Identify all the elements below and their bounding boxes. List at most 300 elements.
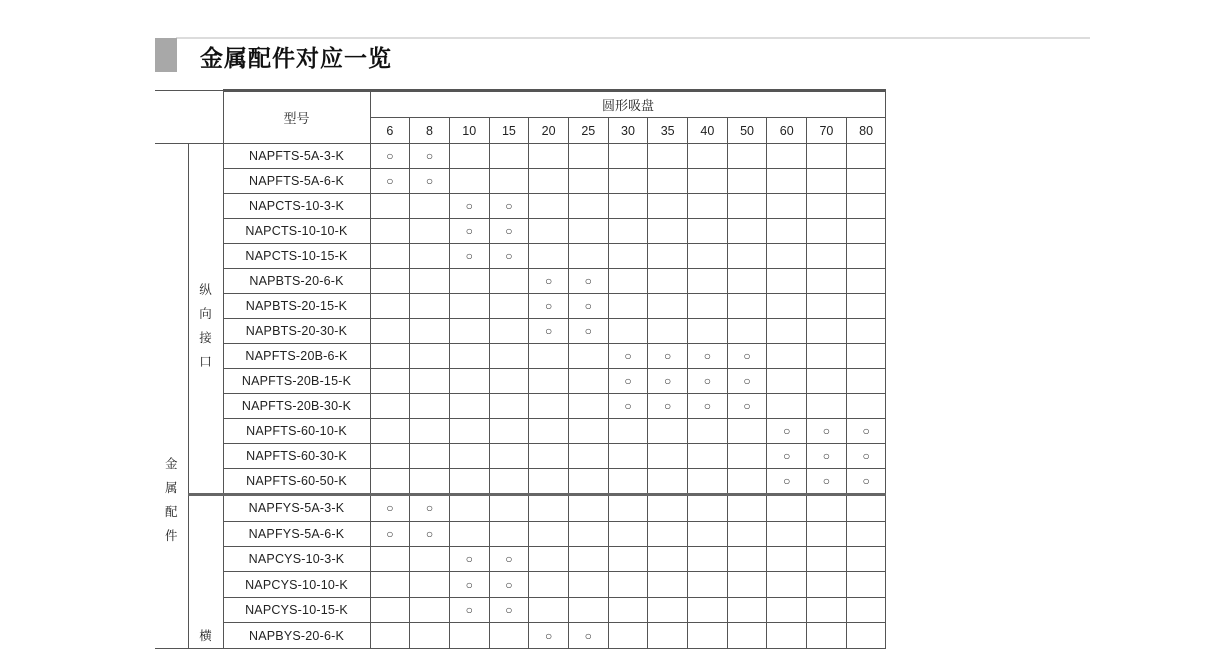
- compat-cell: [489, 597, 529, 622]
- compat-cell: [568, 169, 608, 194]
- compatible-mark: ○: [584, 628, 592, 643]
- compat-cell: [608, 169, 648, 194]
- compat-cell: [370, 394, 410, 419]
- compat-cell: [370, 419, 410, 444]
- compat-cell: [846, 294, 886, 319]
- compat-cell: [370, 144, 410, 169]
- compat-cell: [489, 623, 529, 649]
- compat-cell: [529, 144, 569, 169]
- model-cell: NAPFTS-5A-3-K: [223, 144, 370, 169]
- compat-cell: [727, 144, 767, 169]
- compat-cell: [608, 319, 648, 344]
- compat-cell: [846, 194, 886, 219]
- compatibility-table: [155, 89, 886, 649]
- compat-cell: [648, 294, 688, 319]
- compat-cell: [410, 169, 450, 194]
- compatible-mark: ○: [465, 224, 473, 238]
- compat-cell: [489, 319, 529, 344]
- compat-cell: [767, 244, 807, 269]
- compat-cell: [608, 495, 648, 522]
- compat-cell: [410, 219, 450, 244]
- compat-cell: [727, 319, 767, 344]
- compat-cell: [727, 169, 767, 194]
- compatible-mark: ○: [584, 274, 592, 288]
- compat-cell: [410, 521, 450, 546]
- compatible-mark: ○: [386, 526, 394, 541]
- compatible-mark: ○: [505, 224, 513, 238]
- compat-cell: [410, 469, 450, 495]
- compatible-mark: ○: [783, 449, 791, 463]
- compat-cell: [727, 294, 767, 319]
- compat-cell: [370, 244, 410, 269]
- compat-cell: [370, 572, 410, 597]
- compat-cell: [727, 547, 767, 572]
- compat-cell: [807, 219, 847, 244]
- compat-cell: [688, 194, 728, 219]
- compat-cell: [489, 419, 529, 444]
- compat-cell: [688, 169, 728, 194]
- compat-cell: [489, 144, 529, 169]
- compat-cell: [410, 319, 450, 344]
- compat-cell: [807, 244, 847, 269]
- compat-cell: [410, 194, 450, 219]
- compat-cell: [608, 344, 648, 369]
- compatible-mark: ○: [743, 374, 751, 388]
- compatible-mark: ○: [822, 424, 831, 438]
- compat-cell: [449, 623, 489, 649]
- compat-cell: [688, 319, 728, 344]
- compat-cell: [410, 547, 450, 572]
- compat-cell: [568, 521, 608, 546]
- compat-cell: [529, 244, 569, 269]
- compat-cell: [807, 344, 847, 369]
- model-cell: NAPFYS-5A-3-K: [223, 495, 370, 522]
- compat-cell: [648, 495, 688, 522]
- model-cell: NAPBTS-20-30-K: [223, 319, 370, 344]
- compat-cell: [568, 597, 608, 622]
- compat-cell: [568, 144, 608, 169]
- compat-cell: [568, 419, 608, 444]
- top-divider: [176, 37, 1090, 39]
- compat-cell: [767, 597, 807, 622]
- compat-cell: [568, 369, 608, 394]
- compat-cell: [370, 469, 410, 495]
- compat-cell: [529, 394, 569, 419]
- model-cell: NAPBTS-20-6-K: [223, 269, 370, 294]
- compat-cell: [648, 572, 688, 597]
- subgroup-label: 横: [188, 495, 223, 649]
- compat-cell: [688, 294, 728, 319]
- compat-cell: [767, 219, 807, 244]
- compat-cell: [370, 597, 410, 622]
- compat-cell: [449, 269, 489, 294]
- compat-cell: [807, 194, 847, 219]
- compat-cell: [648, 469, 688, 495]
- compat-cell: [727, 469, 767, 495]
- compat-cell: [846, 394, 886, 419]
- compat-cell: [688, 572, 728, 597]
- compat-cell: [449, 344, 489, 369]
- compat-cell: [449, 394, 489, 419]
- compat-cell: [568, 294, 608, 319]
- compat-cell: [449, 169, 489, 194]
- compatible-mark: ○: [386, 174, 394, 188]
- compat-cell: [529, 495, 569, 522]
- compat-cell: [727, 344, 767, 369]
- compat-cell: [608, 244, 648, 269]
- model-cell: NAPBTS-20-15-K: [223, 294, 370, 319]
- compat-cell: [688, 521, 728, 546]
- compat-cell: [529, 521, 569, 546]
- compat-cell: [410, 144, 450, 169]
- compat-cell: [489, 521, 529, 546]
- compatible-mark: ○: [465, 577, 473, 592]
- compatible-mark: ○: [664, 399, 672, 413]
- compat-cell: [410, 369, 450, 394]
- compat-cell: [648, 169, 688, 194]
- compatible-mark: ○: [544, 299, 553, 313]
- compat-cell: [370, 623, 410, 649]
- model-cell: NAPCTS-10-3-K: [223, 194, 370, 219]
- compat-cell: [489, 269, 529, 294]
- compat-cell: [648, 194, 688, 219]
- compat-cell: [608, 219, 648, 244]
- compat-cell: [688, 244, 728, 269]
- size-header: 25: [568, 118, 608, 144]
- compatible-mark: ○: [862, 449, 870, 463]
- compat-cell: [807, 495, 847, 522]
- model-cell: NAPFTS-20B-30-K: [223, 394, 370, 419]
- compat-cell: [489, 169, 529, 194]
- compat-cell: [449, 144, 489, 169]
- compat-cell: [529, 597, 569, 622]
- compatible-mark: ○: [624, 374, 632, 388]
- compatible-mark: ○: [703, 374, 711, 388]
- compat-cell: [529, 444, 569, 469]
- compatible-mark: ○: [465, 249, 473, 263]
- compat-cell: [370, 369, 410, 394]
- compat-cell: [807, 623, 847, 649]
- compat-cell: [568, 194, 608, 219]
- compat-cell: [529, 369, 569, 394]
- compat-cell: [608, 194, 648, 219]
- compat-cell: [489, 495, 529, 522]
- compat-cell: [568, 219, 608, 244]
- model-cell: NAPCTS-10-15-K: [223, 244, 370, 269]
- compat-cell: [449, 419, 489, 444]
- compatible-mark: ○: [465, 603, 473, 618]
- model-cell: NAPCTS-10-10-K: [223, 219, 370, 244]
- model-cell: NAPCYS-10-15-K: [223, 597, 370, 622]
- compat-cell: [846, 169, 886, 194]
- compat-cell: [807, 269, 847, 294]
- compat-cell: [648, 269, 688, 294]
- compatible-mark: ○: [783, 424, 791, 438]
- compat-cell: [648, 344, 688, 369]
- model-cell: NAPFTS-20B-6-K: [223, 344, 370, 369]
- compat-cell: [807, 169, 847, 194]
- compat-cell: [727, 495, 767, 522]
- size-header: 30: [608, 118, 648, 144]
- compat-cell: [648, 521, 688, 546]
- compat-cell: [529, 294, 569, 319]
- compat-cell: [608, 144, 648, 169]
- compat-cell: [568, 394, 608, 419]
- compat-cell: [688, 469, 728, 495]
- compatible-mark: ○: [505, 577, 513, 592]
- compat-cell: [608, 572, 648, 597]
- compat-cell: [688, 547, 728, 572]
- compatible-mark: ○: [664, 374, 672, 388]
- compat-cell: [568, 344, 608, 369]
- compat-cell: [767, 169, 807, 194]
- compatible-mark: ○: [584, 324, 592, 338]
- compat-cell: [489, 244, 529, 269]
- compat-cell: [568, 623, 608, 649]
- compat-cell: [846, 444, 886, 469]
- compatible-mark: ○: [465, 199, 473, 213]
- compat-cell: [846, 597, 886, 622]
- compat-cell: [807, 369, 847, 394]
- compatible-mark: ○: [425, 174, 434, 188]
- model-cell: NAPCYS-10-3-K: [223, 547, 370, 572]
- model-cell: NAPFTS-60-30-K: [223, 444, 370, 469]
- compatible-mark: ○: [584, 299, 592, 313]
- compat-cell: [489, 344, 529, 369]
- compat-cell: [727, 623, 767, 649]
- compat-cell: [767, 495, 807, 522]
- compat-cell: [846, 219, 886, 244]
- compatible-mark: ○: [822, 449, 831, 463]
- compat-cell: [727, 219, 767, 244]
- compat-cell: [767, 369, 807, 394]
- compatible-mark: ○: [425, 501, 434, 516]
- compat-cell: [449, 572, 489, 597]
- compat-cell: [846, 244, 886, 269]
- title-accent-bar: [155, 38, 177, 72]
- compat-cell: [489, 194, 529, 219]
- compatible-mark: ○: [703, 399, 711, 413]
- size-header: 60: [767, 118, 807, 144]
- compat-cell: [688, 144, 728, 169]
- compatible-mark: ○: [862, 424, 870, 438]
- compat-cell: [370, 294, 410, 319]
- model-header: 型号: [223, 91, 370, 144]
- compat-cell: [807, 572, 847, 597]
- compat-cell: [727, 369, 767, 394]
- compat-cell: [688, 344, 728, 369]
- size-header: 8: [410, 118, 450, 144]
- compat-cell: [449, 219, 489, 244]
- compat-cell: [727, 444, 767, 469]
- compat-cell: [807, 419, 847, 444]
- compat-cell: [648, 623, 688, 649]
- compat-cell: [648, 219, 688, 244]
- compat-cell: [529, 169, 569, 194]
- compat-cell: [410, 597, 450, 622]
- compat-cell: [767, 572, 807, 597]
- compat-cell: [410, 344, 450, 369]
- compat-cell: [688, 623, 728, 649]
- compat-cell: [807, 597, 847, 622]
- size-header: 6: [370, 118, 410, 144]
- compatible-mark: ○: [624, 399, 632, 413]
- compat-cell: [807, 144, 847, 169]
- compatible-mark: ○: [783, 474, 791, 488]
- compat-cell: [568, 547, 608, 572]
- compatible-mark: ○: [465, 552, 473, 567]
- compat-cell: [370, 521, 410, 546]
- compat-cell: [529, 319, 569, 344]
- compat-cell: [807, 394, 847, 419]
- compat-cell: [648, 369, 688, 394]
- model-cell: NAPCYS-10-10-K: [223, 572, 370, 597]
- compat-cell: [727, 194, 767, 219]
- header-corner: [155, 91, 223, 144]
- model-cell: NAPFTS-5A-6-K: [223, 169, 370, 194]
- compat-cell: [410, 444, 450, 469]
- compat-cell: [688, 269, 728, 294]
- compat-cell: [767, 444, 807, 469]
- compat-cell: [846, 319, 886, 344]
- compat-cell: [370, 219, 410, 244]
- compat-cell: [767, 623, 807, 649]
- compat-cell: [648, 244, 688, 269]
- size-header: 15: [489, 118, 529, 144]
- compat-cell: [727, 597, 767, 622]
- compat-cell: [727, 419, 767, 444]
- size-header: 35: [648, 118, 688, 144]
- compat-cell: [449, 469, 489, 495]
- compat-cell: [727, 244, 767, 269]
- compat-cell: [688, 394, 728, 419]
- compat-cell: [449, 294, 489, 319]
- compat-cell: [608, 294, 648, 319]
- compat-cell: [489, 469, 529, 495]
- size-header: 10: [449, 118, 489, 144]
- compat-cell: [767, 294, 807, 319]
- compat-cell: [608, 597, 648, 622]
- compat-cell: [727, 572, 767, 597]
- compat-cell: [568, 244, 608, 269]
- compat-cell: [449, 597, 489, 622]
- compat-cell: [846, 547, 886, 572]
- compat-cell: [370, 444, 410, 469]
- compatible-mark: ○: [703, 349, 711, 363]
- compat-cell: [688, 444, 728, 469]
- size-header: 70: [807, 118, 847, 144]
- compatible-mark: ○: [425, 526, 434, 541]
- compat-cell: [767, 547, 807, 572]
- compat-cell: [568, 469, 608, 495]
- compat-cell: [846, 369, 886, 394]
- compat-cell: [529, 547, 569, 572]
- model-cell: NAPBYS-20-6-K: [223, 623, 370, 649]
- compat-cell: [846, 521, 886, 546]
- compat-cell: [449, 547, 489, 572]
- model-cell: NAPFTS-20B-15-K: [223, 369, 370, 394]
- compatible-mark: ○: [425, 149, 434, 163]
- compat-cell: [489, 219, 529, 244]
- compat-cell: [648, 597, 688, 622]
- compat-cell: [767, 144, 807, 169]
- compat-cell: [370, 319, 410, 344]
- compat-cell: [568, 572, 608, 597]
- compat-cell: [529, 344, 569, 369]
- compat-cell: [489, 294, 529, 319]
- compat-cell: [846, 419, 886, 444]
- compat-cell: [529, 419, 569, 444]
- compat-cell: [608, 547, 648, 572]
- compatible-mark: ○: [624, 349, 632, 363]
- compat-cell: [370, 269, 410, 294]
- compatible-mark: ○: [664, 349, 672, 363]
- compat-cell: [767, 469, 807, 495]
- compat-cell: [807, 444, 847, 469]
- compatible-mark: ○: [386, 149, 394, 163]
- compat-cell: [410, 269, 450, 294]
- compat-cell: [846, 623, 886, 649]
- compat-cell: [688, 597, 728, 622]
- compat-cell: [568, 495, 608, 522]
- compat-cell: [449, 319, 489, 344]
- compat-cell: [410, 495, 450, 522]
- compatible-mark: ○: [862, 474, 870, 488]
- compat-cell: [807, 521, 847, 546]
- round-suction-cup-header: 圆形吸盘: [370, 91, 886, 118]
- compat-cell: [449, 194, 489, 219]
- compat-cell: [608, 394, 648, 419]
- compat-cell: [489, 572, 529, 597]
- compat-cell: [489, 369, 529, 394]
- compat-cell: [608, 469, 648, 495]
- compat-cell: [608, 444, 648, 469]
- compat-cell: [370, 495, 410, 522]
- compat-cell: [370, 547, 410, 572]
- compat-cell: [410, 419, 450, 444]
- compat-cell: [648, 547, 688, 572]
- compat-cell: [767, 194, 807, 219]
- compat-cell: [807, 547, 847, 572]
- compat-cell: [767, 419, 807, 444]
- model-cell: NAPFTS-60-50-K: [223, 469, 370, 495]
- compat-cell: [489, 394, 529, 419]
- compat-cell: [529, 194, 569, 219]
- compat-cell: [608, 419, 648, 444]
- compat-cell: [648, 419, 688, 444]
- compat-cell: [767, 344, 807, 369]
- compat-cell: [688, 419, 728, 444]
- compatible-mark: ○: [505, 603, 513, 618]
- compat-cell: [767, 521, 807, 546]
- size-header: 50: [727, 118, 767, 144]
- compat-cell: [449, 495, 489, 522]
- compat-cell: [727, 269, 767, 294]
- compat-cell: [489, 444, 529, 469]
- compat-cell: [608, 623, 648, 649]
- compat-cell: [410, 244, 450, 269]
- size-header: 40: [688, 118, 728, 144]
- compat-cell: [529, 623, 569, 649]
- compat-cell: [648, 394, 688, 419]
- compat-cell: [410, 572, 450, 597]
- page-title: 金属配件对应一览: [200, 46, 392, 72]
- compatible-mark: ○: [505, 249, 513, 263]
- compat-cell: [727, 394, 767, 419]
- compat-cell: [846, 495, 886, 522]
- compat-cell: [846, 144, 886, 169]
- model-cell: NAPFTS-60-10-K: [223, 419, 370, 444]
